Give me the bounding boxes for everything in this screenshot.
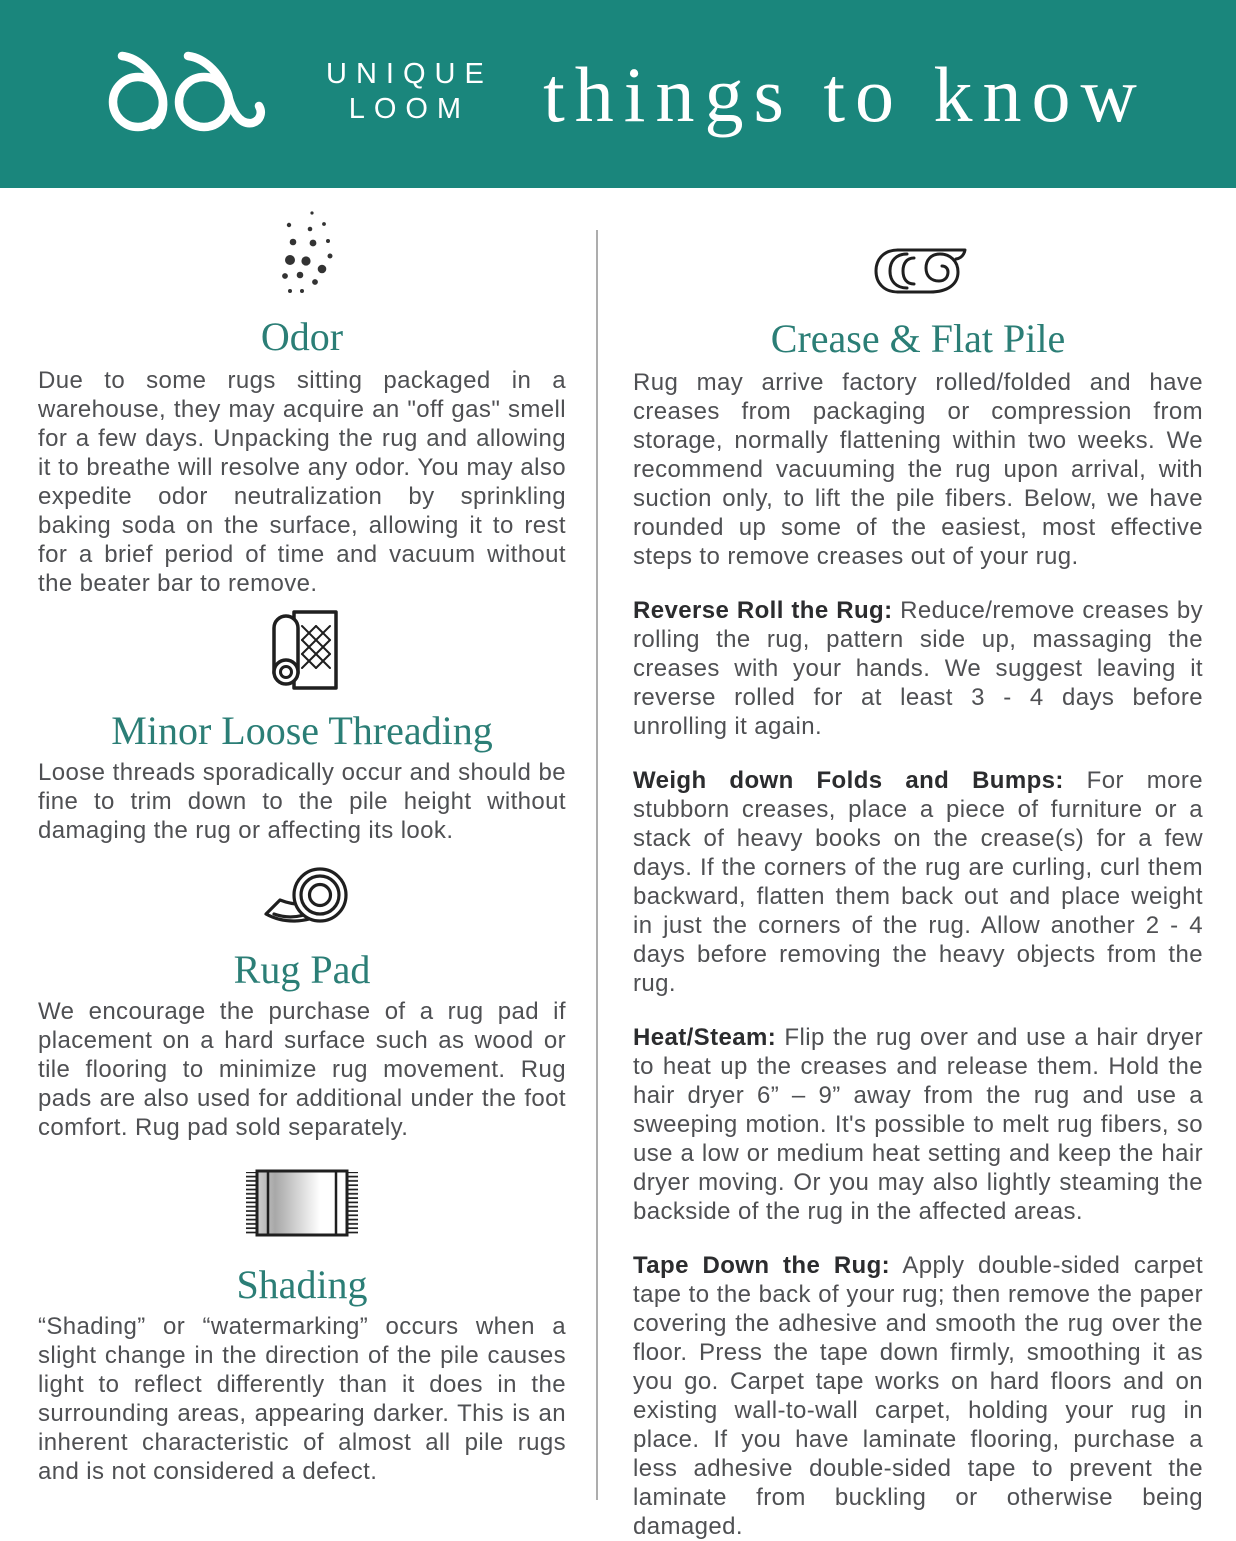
tip-text: Flip the rug over and use a hair dryer to heat up the creases and release them. Hold the hair dryer 6” – 9” away from the rug and use a sweeping motion. It's possible to melt rug fibers, so use a low or medium heat setting and keep the hair dryer moving. Or you may also lightly steaming the backside of the rug in the affected areas. xyxy=(633,1024,1203,1225)
section-minor-loose-threading xyxy=(38,606,566,845)
tip-label: Reverse Roll the Rug: xyxy=(633,597,893,624)
section-heading: Shading xyxy=(236,1262,368,1307)
brand-line2: LOOM xyxy=(348,93,471,125)
rug-pad-roll-icon xyxy=(38,867,566,927)
tip-heat-steam xyxy=(633,1023,1203,1226)
section-heading: Odor xyxy=(260,314,344,359)
tip-weigh-down xyxy=(633,766,1203,998)
section-body: We encourage the purchase of a rug pad if placement on a hard surface such as wood or tile flooring to minimize rug movement. Rug pads are also used for additional under the foot comfort. Rug pad sold separately. xyxy=(38,998,566,1141)
header-banner xyxy=(0,0,1236,188)
tip-text: Reduce/remove creases by rolling the rug, pattern side up, massaging the creases with your hands. We suggest leaving it reverse rolled for at least 3 - 4 days before unrolling it again. xyxy=(633,597,1203,740)
crease-intro: Rug may arrive factory rolled/folded and have creases from packaging or compression from storage, normally flattening within two weeks. We recommend vacuuming the rug upon arrival, with suction only, to lift the pile fibers. Below, we have rounded up some of the easiest, most effective steps to remove creases out of your rug. xyxy=(633,369,1203,570)
column-divider xyxy=(596,230,598,1500)
section-body: Loose threads sporadically occur and should be fine to trim down to the pile height without damaging the rug or affecting its look. xyxy=(38,759,566,844)
rolled-rug-spiral-icon xyxy=(633,246,1203,296)
unique-loom-logo xyxy=(98,50,493,134)
brand-name xyxy=(326,57,493,127)
section-heading: Rug Pad xyxy=(233,947,371,992)
section-body: Due to some rugs sitting packaged in a warehouse, they may acquire an "off gas" smell for a few days. Unpacking the rug and allowing it to breathe will resolve any odor. You may also expedite odor neutralization by sprinkling baking soda on the surface, allowing it to rest for a brief period of time and vacuum without the beater bar to remove. xyxy=(38,367,566,597)
left-column xyxy=(38,188,566,1486)
rolled-rug-threading-icon xyxy=(38,606,566,694)
section-shading xyxy=(38,1166,566,1486)
tip-label: Weigh down Folds and Bumps: xyxy=(633,767,1064,794)
tip-tape-down xyxy=(633,1251,1203,1541)
unique-loom-loops-icon xyxy=(98,50,310,134)
tip-label: Heat/Steam: xyxy=(633,1024,777,1051)
tip-label: Tape Down the Rug: xyxy=(633,1252,891,1279)
section-heading: Crease & Flat Pile xyxy=(770,316,1066,361)
tip-text: Apply double-sided carpet tape to the back of your rug; then remove the paper covering the adhesive and smooth the rug over the floor. Press the tape down firmly, smoothing it as you go. Carpet tape works on hard floors and on existing wall-to-wall carpet, holding your rug in place. If you have laminate flooring, purchase a less adhesive double-sided tape to prevent the laminate from buckling or otherwise being damaged. xyxy=(633,1252,1204,1540)
section-heading: Minor Loose Threading xyxy=(111,708,493,753)
section-body: “Shading” or “watermarking” occurs when a slight change in the direction of the pile causes light to reflect differently than it does in the surrounding areas, appearing darker. This is an inherent characteristic of almost all pile rugs and is not considered a defect. xyxy=(38,1313,566,1485)
odor-dots-icon xyxy=(38,208,566,296)
section-odor xyxy=(38,208,566,598)
tip-text: For more stubborn creases, place a piece of furniture or a stack of heavy books on the crease(s) for a few days. If the corners of the rug are curling, curl them backward, flatten them back out and place weight in just the corners of the rug. Allow another 2 - 4 days before removing the heavy objects from the rug. xyxy=(633,767,1203,997)
right-column xyxy=(633,188,1203,1541)
shaded-rug-icon xyxy=(38,1166,566,1240)
tip-reverse-roll xyxy=(633,596,1203,741)
brand-line1: UNIQUE xyxy=(326,58,493,90)
page-title: things to know xyxy=(543,51,1147,138)
section-rug-pad xyxy=(38,867,566,1142)
